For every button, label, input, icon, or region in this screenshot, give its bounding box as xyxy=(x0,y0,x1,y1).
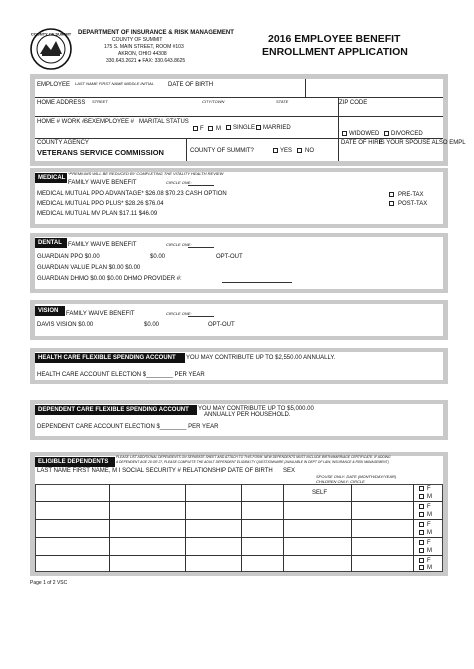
page-number: Page 1 of 2 VSC xyxy=(30,580,68,586)
county-yes-checkbox[interactable] xyxy=(273,148,278,153)
row2-m-label: M xyxy=(427,512,432,518)
vision-circle-one: CIRCLE ONE: xyxy=(166,311,192,316)
dcfsa-header: DEPENDENT CARE FLEXIBLE SPENDING ACCOUNT xyxy=(35,405,197,415)
marital-status-label: MARITAL STATUS xyxy=(139,119,189,125)
dependents-columns-label: LAST NAME FIRST NAME, M I SOCIAL SECURITY # RELATIONSHIP DATE OF BIRTH xyxy=(37,468,273,474)
dental-opt-out[interactable]: OPT-OUT xyxy=(216,254,243,260)
street-hint: STREET xyxy=(92,99,108,104)
dependents-note-2: A DEPENDENT AGE 26 OR 27, PLEASE COMPLETE THE ADULT DEPENDENT ELIGIBILITY QUESTIONNAIRE (AVAILABLE IN DEPT OF LAW, INSURANCE & RISK MANAGEMENT) xyxy=(116,460,389,464)
children-only-hint: CHILDREN ONLY: CIRCLE xyxy=(316,479,365,484)
home-address-field[interactable] xyxy=(92,106,336,115)
dependents-sex-column: SEX xyxy=(283,468,296,474)
hcfsa-note: YOU MAY CONTRIBUTE UP TO $2,550.00 ANNUALLY. xyxy=(186,355,336,361)
spouse-employed-label: IS YOUR SPOUSE ALSO EMPL xyxy=(379,140,466,146)
date-of-hire-label: DATE OF HIRE xyxy=(341,140,383,146)
divorced-checkbox[interactable] xyxy=(384,131,389,136)
row3-f-checkbox[interactable] xyxy=(419,522,424,527)
sex-f-label: F xyxy=(200,126,204,132)
county-agency-label: COUNTY AGENCY xyxy=(37,140,89,146)
widowed-label: WIDOWED xyxy=(349,131,380,137)
row4-m-label: M xyxy=(427,548,432,554)
spouse-only-hint: SPOUSE ONLY: DATE (MONTH/DAY/YEAR) xyxy=(316,474,397,479)
row2-m-checkbox[interactable] xyxy=(419,512,424,517)
row3-m-label: M xyxy=(427,530,432,536)
posttax-checkbox[interactable] xyxy=(389,201,394,206)
row4-m-checkbox[interactable] xyxy=(419,548,424,553)
county-name: COUNTY OF SUMMIT xyxy=(112,37,163,43)
medical-family-waive-label: FAMILY WAIVE BENEFIT xyxy=(68,180,137,186)
county-of-summit-question: COUNTY OF SUMMIT? xyxy=(190,148,254,154)
row5-m-label: M xyxy=(427,565,432,571)
sex-label: SEX xyxy=(84,119,97,125)
guardian-ppo-family: $0.00 xyxy=(150,254,166,260)
single-checkbox[interactable] xyxy=(226,125,231,130)
employee-number-label: EMPLOYEE # xyxy=(96,119,135,125)
row5-m-checkbox[interactable] xyxy=(419,565,424,570)
medical-header: MEDICAL xyxy=(35,173,67,183)
hcfsa-header: HEALTH CARE FLEXIBLE SPENDING ACCOUNT xyxy=(35,353,185,363)
state-hint: STATE xyxy=(276,99,289,104)
phone-fax: 330.643.2621 ● FAX: 330.643.8625 xyxy=(106,58,186,64)
county-no-label: NO xyxy=(305,148,314,154)
married-label: MARRIED xyxy=(263,125,291,131)
davis-vision-family: $0.00 xyxy=(144,322,160,328)
dental-circle-one: CIRCLE ONE: xyxy=(166,242,192,247)
guardian-dhmo[interactable]: GUARDIAN DHMO $0.00 $0.00 DHMO PROVIDER #: xyxy=(37,276,182,282)
dcfsa-note-2: ANNUALLY PER HOUSEHOLD. xyxy=(204,412,291,418)
row3-f-label: F xyxy=(427,522,431,528)
dcfsa-note-1: YOU MAY CONTRIBUTE UP TO $5,000.00 xyxy=(198,406,314,412)
dental-header: DENTAL xyxy=(35,238,67,248)
employee-name-field[interactable] xyxy=(75,88,303,96)
department-name: DEPARTMENT OF INSURANCE & RISK MANAGEMENT xyxy=(78,30,234,36)
row3-m-checkbox[interactable] xyxy=(419,530,424,535)
sex-m-label: M xyxy=(216,126,221,132)
county-yes-label: YES xyxy=(280,148,293,154)
guardian-ppo[interactable]: GUARDIAN PPO $0.00 xyxy=(37,254,100,260)
zip-label: ZIP CODE xyxy=(339,100,368,106)
medical-row-ppo-advantage[interactable]: MEDICAL MUTUAL PPO ADVANTAGE* $26.08 $70.23 CASH OPTION xyxy=(37,191,227,197)
city-hint: CITY/TOWN xyxy=(202,99,225,104)
county-seal xyxy=(30,28,72,70)
vision-header: VISION xyxy=(35,306,65,316)
employee-name-hint: LAST NAME FIRST NAME MIDDLE INITIAL xyxy=(75,81,154,86)
row5-f-checkbox[interactable] xyxy=(419,558,424,563)
row4-f-label: F xyxy=(427,540,431,546)
sex-f-checkbox[interactable] xyxy=(193,126,198,131)
vision-family-waive-label: FAMILY WAIVE BENEFIT xyxy=(66,311,135,317)
vision-opt-out[interactable]: OPT-OUT xyxy=(208,322,235,328)
dependents-table xyxy=(35,484,443,572)
row1-f-label: F xyxy=(427,486,431,492)
dental-family-waive-label: FAMILY WAIVE BENEFIT xyxy=(68,242,137,248)
county-agency-value: VETERANS SERVICE COMMISSION xyxy=(37,148,164,157)
medical-row-ppo-plus[interactable]: MEDICAL MUTUAL PPO PLUS* $28.26 $76.04 xyxy=(37,201,164,207)
form-title-line-2: ENROLLMENT APPLICATION xyxy=(262,46,408,58)
sex-m-checkbox[interactable] xyxy=(208,126,213,131)
dependents-note-1: PLEASE LIST ADDITIONAL DEPENDENTS ON SEPARATE SHEET AND ATTACH TO THIS FORM. NEW DEPENDENTS MUST INCLUDE BIRTH/MARRIAGE CERTIFICATE. IF ADDING xyxy=(116,455,391,459)
address-line-2: AKRON, OHIO 44308 xyxy=(118,51,167,57)
self-label: SELF xyxy=(312,490,328,496)
address-line-1: 175 S. MAIN STREET, ROOM #103 xyxy=(104,44,184,50)
county-no-checkbox[interactable] xyxy=(297,148,302,153)
row5-f-label: F xyxy=(427,558,431,564)
widowed-checkbox[interactable] xyxy=(342,131,347,136)
home-address-label: HOME ADDRESS xyxy=(37,100,86,106)
pretax-checkbox[interactable] xyxy=(389,192,394,197)
medical-row-mv-plan[interactable]: MEDICAL MUTUAL MV PLAN $17.11 $46.09 xyxy=(37,211,158,217)
vitality-note: *PREMIUMS WILL BE REDUCED BY COMPLETING THE VITALITY HEALTH REVIEW xyxy=(68,171,224,176)
row2-f-label: F xyxy=(427,504,431,510)
davis-vision[interactable]: DAVIS VISION $0.00 xyxy=(37,322,94,328)
row1-m-label: M xyxy=(427,494,432,500)
employee-label: EMPLOYEE xyxy=(37,82,71,88)
row1-f-checkbox[interactable] xyxy=(419,486,424,491)
posttax-label: POST-TAX xyxy=(398,201,428,207)
married-checkbox[interactable] xyxy=(256,125,261,130)
phones-label: HOME # WORK # xyxy=(37,119,86,125)
row2-f-checkbox[interactable] xyxy=(419,504,424,509)
dob-label: DATE OF BIRTH xyxy=(168,82,214,88)
single-label: SINGLE xyxy=(233,125,256,131)
row4-f-checkbox[interactable] xyxy=(419,540,424,545)
row1-m-checkbox[interactable] xyxy=(419,494,424,499)
hcfsa-election[interactable]: HEALTH CARE ACCOUNT ELECTION $________ PER YEAR xyxy=(37,372,205,378)
dependents-header: ELIGIBLE DEPENDENTS xyxy=(35,457,115,467)
guardian-value-plan[interactable]: GUARDIAN VALUE PLAN $0.00 $0.00 xyxy=(37,265,141,271)
pretax-label: PRE-TAX xyxy=(398,192,424,198)
svg-text:COUNTY OF SUMMIT: COUNTY OF SUMMIT xyxy=(30,31,72,37)
medical-circle-one: CIRCLE ONE: xyxy=(166,180,192,185)
form-title-line-1: 2016 EMPLOYEE BENEFIT xyxy=(268,33,401,45)
divorced-label: DIVORCED xyxy=(391,131,423,137)
dcfsa-election[interactable]: DEPENDENT CARE ACCOUNT ELECTION $________ PER YEAR xyxy=(37,424,219,430)
